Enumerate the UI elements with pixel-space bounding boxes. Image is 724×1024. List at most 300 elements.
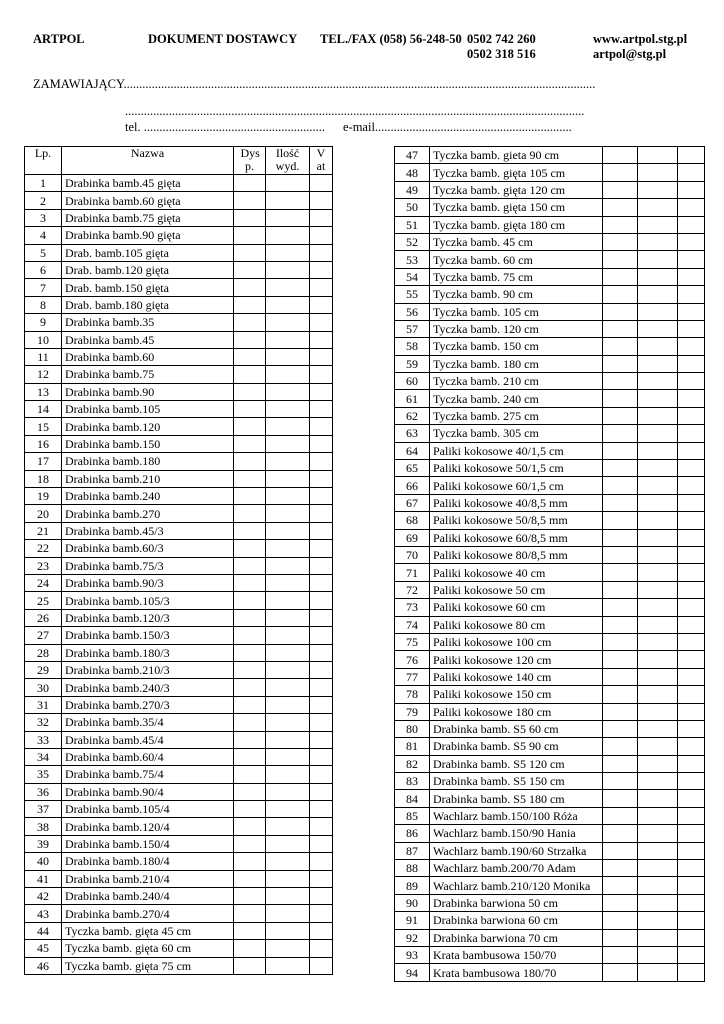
disp-cell[interactable] <box>234 714 266 731</box>
vat-cell[interactable] <box>678 755 705 772</box>
row-number: 17 <box>25 453 62 470</box>
disp-cell[interactable] <box>603 199 638 216</box>
disp-cell[interactable] <box>603 929 638 946</box>
qty-cell[interactable] <box>638 286 678 303</box>
disp-cell[interactable] <box>603 494 638 511</box>
vat-cell[interactable] <box>310 296 333 313</box>
qty-cell[interactable] <box>266 453 310 470</box>
disp-cell[interactable] <box>234 470 266 487</box>
vat-cell[interactable] <box>678 529 705 546</box>
vat-cell[interactable] <box>310 435 333 452</box>
qty-cell[interactable] <box>638 442 678 459</box>
qty-cell[interactable] <box>266 783 310 800</box>
qty-cell[interactable] <box>266 905 310 922</box>
vat-cell[interactable] <box>310 522 333 539</box>
qty-cell[interactable] <box>638 303 678 320</box>
vat-cell[interactable] <box>678 842 705 859</box>
vat-cell[interactable] <box>310 818 333 835</box>
qty-cell[interactable] <box>638 460 678 477</box>
vat-cell[interactable] <box>678 181 705 198</box>
disp-cell[interactable] <box>234 540 266 557</box>
vat-cell[interactable] <box>678 425 705 442</box>
table-row <box>25 592 333 609</box>
disp-cell[interactable] <box>603 633 638 650</box>
disp-cell[interactable] <box>603 964 638 981</box>
qty-cell[interactable] <box>638 894 678 911</box>
vat-cell[interactable] <box>310 679 333 696</box>
vat-cell[interactable] <box>678 912 705 929</box>
vat-cell[interactable] <box>310 922 333 939</box>
vat-cell[interactable] <box>678 686 705 703</box>
vat-cell[interactable] <box>678 633 705 650</box>
qty-cell[interactable] <box>266 227 310 244</box>
disp-cell[interactable] <box>234 348 266 365</box>
disp-cell[interactable] <box>603 442 638 459</box>
disp-cell[interactable] <box>234 244 266 261</box>
qty-cell[interactable] <box>638 946 678 963</box>
vat-cell[interactable] <box>310 401 333 418</box>
disp-cell[interactable] <box>234 661 266 678</box>
vat-cell[interactable] <box>678 703 705 720</box>
disp-cell[interactable] <box>234 922 266 939</box>
vat-cell[interactable] <box>678 738 705 755</box>
vat-cell[interactable] <box>310 366 333 383</box>
disp-cell[interactable] <box>603 686 638 703</box>
vat-cell[interactable] <box>310 505 333 522</box>
disp-cell[interactable] <box>603 894 638 911</box>
disp-cell[interactable] <box>234 940 266 957</box>
qty-cell[interactable] <box>638 825 678 842</box>
disp-cell[interactable] <box>234 401 266 418</box>
vat-cell[interactable] <box>310 540 333 557</box>
disp-cell[interactable] <box>234 574 266 591</box>
vat-cell[interactable] <box>310 801 333 818</box>
qty-cell[interactable] <box>266 957 310 974</box>
disp-cell[interactable] <box>234 905 266 922</box>
qty-cell[interactable] <box>638 860 678 877</box>
disp-cell[interactable] <box>234 366 266 383</box>
vat-cell[interactable] <box>678 964 705 981</box>
qty-cell[interactable] <box>266 296 310 313</box>
qty-cell[interactable] <box>266 870 310 887</box>
qty-cell[interactable] <box>638 494 678 511</box>
vat-cell[interactable] <box>310 731 333 748</box>
qty-cell[interactable] <box>266 940 310 957</box>
disp-cell[interactable] <box>603 860 638 877</box>
vat-cell[interactable] <box>678 616 705 633</box>
qty-cell[interactable] <box>266 557 310 574</box>
disp-cell[interactable] <box>234 453 266 470</box>
vat-cell[interactable] <box>678 477 705 494</box>
vat-cell[interactable] <box>310 383 333 400</box>
vat-cell[interactable] <box>678 773 705 790</box>
qty-cell[interactable] <box>638 842 678 859</box>
disp-cell[interactable] <box>603 181 638 198</box>
qty-cell[interactable] <box>266 279 310 296</box>
qty-cell[interactable] <box>266 435 310 452</box>
disp-cell[interactable] <box>234 279 266 296</box>
disp-cell[interactable] <box>603 738 638 755</box>
qty-cell[interactable] <box>638 807 678 824</box>
vat-cell[interactable] <box>310 888 333 905</box>
qty-cell[interactable] <box>266 331 310 348</box>
disp-cell[interactable] <box>234 488 266 505</box>
qty-cell[interactable] <box>638 651 678 668</box>
table-row <box>395 147 705 164</box>
qty-cell[interactable] <box>266 679 310 696</box>
disp-cell[interactable] <box>603 946 638 963</box>
disp-cell[interactable] <box>234 435 266 452</box>
vat-cell[interactable] <box>678 251 705 268</box>
qty-cell[interactable] <box>638 912 678 929</box>
vat-cell[interactable] <box>310 766 333 783</box>
vat-cell[interactable] <box>678 268 705 285</box>
disp-cell[interactable] <box>234 505 266 522</box>
vat-cell[interactable] <box>678 460 705 477</box>
disp-cell[interactable] <box>603 477 638 494</box>
qty-cell[interactable] <box>638 581 678 598</box>
qty-cell[interactable] <box>638 320 678 337</box>
disp-cell[interactable] <box>603 546 638 563</box>
disp-cell[interactable] <box>603 338 638 355</box>
vat-cell[interactable] <box>310 696 333 713</box>
disp-cell[interactable] <box>234 835 266 852</box>
qty-cell[interactable] <box>266 696 310 713</box>
disp-cell[interactable] <box>603 842 638 859</box>
vat-cell[interactable] <box>310 783 333 800</box>
qty-cell[interactable] <box>638 877 678 894</box>
disp-cell[interactable] <box>234 731 266 748</box>
vat-cell[interactable] <box>678 320 705 337</box>
qty-cell[interactable] <box>638 355 678 372</box>
disp-cell[interactable] <box>234 227 266 244</box>
qty-cell[interactable] <box>638 686 678 703</box>
vat-cell[interactable] <box>678 338 705 355</box>
disp-cell[interactable] <box>603 564 638 581</box>
disp-cell[interactable] <box>234 522 266 539</box>
row-number: 89 <box>395 877 430 894</box>
qty-cell[interactable] <box>638 373 678 390</box>
vat-cell[interactable] <box>678 894 705 911</box>
qty-cell[interactable] <box>638 233 678 250</box>
vat-cell[interactable] <box>678 929 705 946</box>
qty-cell[interactable] <box>638 512 678 529</box>
disp-cell[interactable] <box>603 512 638 529</box>
vat-cell[interactable] <box>310 853 333 870</box>
vat-cell[interactable] <box>310 905 333 922</box>
vat-cell[interactable] <box>678 546 705 563</box>
vat-cell[interactable] <box>310 609 333 626</box>
qty-cell[interactable] <box>638 216 678 233</box>
vat-cell[interactable] <box>310 453 333 470</box>
disp-cell[interactable] <box>603 286 638 303</box>
qty-cell[interactable] <box>266 574 310 591</box>
vat-cell[interactable] <box>310 279 333 296</box>
table-row <box>395 355 705 372</box>
qty-cell[interactable] <box>638 425 678 442</box>
disp-cell[interactable] <box>603 320 638 337</box>
disp-cell[interactable] <box>603 877 638 894</box>
disp-cell[interactable] <box>603 912 638 929</box>
disp-cell[interactable] <box>603 233 638 250</box>
disp-cell[interactable] <box>234 557 266 574</box>
disp-cell[interactable] <box>234 296 266 313</box>
qty-cell[interactable] <box>266 522 310 539</box>
disp-cell[interactable] <box>603 216 638 233</box>
disp-cell[interactable] <box>234 383 266 400</box>
qty-cell[interactable] <box>266 244 310 261</box>
qty-cell[interactable] <box>638 529 678 546</box>
vat-cell[interactable] <box>678 373 705 390</box>
qty-cell[interactable] <box>638 268 678 285</box>
disp-cell[interactable] <box>234 853 266 870</box>
qty-cell[interactable] <box>266 488 310 505</box>
product-name: Drabinka bamb.270/3 <box>62 696 234 713</box>
vat-cell[interactable] <box>310 314 333 331</box>
vat-cell[interactable] <box>678 407 705 424</box>
disp-cell[interactable] <box>603 755 638 772</box>
vat-cell[interactable] <box>310 192 333 209</box>
qty-cell[interactable] <box>638 546 678 563</box>
qty-cell[interactable] <box>638 199 678 216</box>
table-row <box>395 181 705 198</box>
disp-cell[interactable] <box>603 303 638 320</box>
disp-cell[interactable] <box>603 825 638 842</box>
qty-cell[interactable] <box>266 366 310 383</box>
vat-cell[interactable] <box>310 835 333 852</box>
qty-cell[interactable] <box>266 853 310 870</box>
qty-cell[interactable] <box>266 418 310 435</box>
qty-cell[interactable] <box>638 773 678 790</box>
disp-cell[interactable] <box>603 460 638 477</box>
qty-cell[interactable] <box>638 181 678 198</box>
qty-cell[interactable] <box>266 922 310 939</box>
table-row <box>25 279 333 296</box>
disp-cell[interactable] <box>234 801 266 818</box>
disp-cell[interactable] <box>234 696 266 713</box>
qty-cell[interactable] <box>638 599 678 616</box>
vat-cell[interactable] <box>678 303 705 320</box>
product-name: Drabinka bamb. S5 180 cm <box>430 790 603 807</box>
row-number: 80 <box>395 720 430 737</box>
disp-cell[interactable] <box>234 888 266 905</box>
vat-cell[interactable] <box>310 870 333 887</box>
disp-cell[interactable] <box>234 644 266 661</box>
disp-cell[interactable] <box>234 609 266 626</box>
product-name: Drabinka bamb.60/4 <box>62 748 234 765</box>
row-number: 58 <box>395 338 430 355</box>
disp-cell[interactable] <box>603 581 638 598</box>
disp-cell[interactable] <box>603 407 638 424</box>
disp-cell[interactable] <box>603 616 638 633</box>
qty-cell[interactable] <box>266 314 310 331</box>
disp-cell[interactable] <box>234 331 266 348</box>
vat-cell[interactable] <box>310 470 333 487</box>
qty-cell[interactable] <box>638 338 678 355</box>
disp-cell[interactable] <box>234 209 266 226</box>
vat-cell[interactable] <box>310 644 333 661</box>
qty-cell[interactable] <box>638 564 678 581</box>
vat-cell[interactable] <box>310 348 333 365</box>
qty-cell[interactable] <box>266 731 310 748</box>
qty-cell[interactable] <box>266 627 310 644</box>
vat-cell[interactable] <box>310 714 333 731</box>
vat-cell[interactable] <box>678 599 705 616</box>
qty-cell[interactable] <box>266 609 310 626</box>
vat-cell[interactable] <box>310 574 333 591</box>
disp-cell[interactable] <box>603 651 638 668</box>
disp-cell[interactable] <box>603 425 638 442</box>
qty-cell[interactable] <box>266 592 310 609</box>
vat-cell[interactable] <box>678 355 705 372</box>
vat-cell[interactable] <box>678 860 705 877</box>
disp-cell[interactable] <box>603 251 638 268</box>
disp-cell[interactable] <box>234 627 266 644</box>
disp-cell[interactable] <box>234 418 266 435</box>
vat-cell[interactable] <box>678 564 705 581</box>
qty-cell[interactable] <box>266 348 310 365</box>
vat-cell[interactable] <box>678 946 705 963</box>
qty-cell[interactable] <box>266 748 310 765</box>
qty-cell[interactable] <box>638 929 678 946</box>
disp-cell[interactable] <box>234 679 266 696</box>
vat-cell[interactable] <box>678 512 705 529</box>
disp-cell[interactable] <box>234 818 266 835</box>
vat-cell[interactable] <box>310 557 333 574</box>
disp-cell[interactable] <box>603 529 638 546</box>
qty-cell[interactable] <box>266 818 310 835</box>
table-row <box>395 807 705 824</box>
qty-cell[interactable] <box>266 644 310 661</box>
vat-cell[interactable] <box>678 877 705 894</box>
qty-cell[interactable] <box>638 477 678 494</box>
qty-cell[interactable] <box>266 383 310 400</box>
disp-cell[interactable] <box>603 355 638 372</box>
qty-cell[interactable] <box>266 801 310 818</box>
qty-cell[interactable] <box>266 661 310 678</box>
qty-cell[interactable] <box>266 714 310 731</box>
vat-cell[interactable] <box>678 233 705 250</box>
qty-cell[interactable] <box>638 755 678 772</box>
table-row <box>395 842 705 859</box>
vat-cell[interactable] <box>310 957 333 974</box>
disp-cell[interactable] <box>234 766 266 783</box>
vat-cell[interactable] <box>678 147 705 164</box>
qty-cell[interactable] <box>638 720 678 737</box>
disp-cell[interactable] <box>234 957 266 974</box>
qty-cell[interactable] <box>638 668 678 685</box>
vat-cell[interactable] <box>310 227 333 244</box>
disp-cell[interactable] <box>234 175 266 192</box>
disp-cell[interactable] <box>234 783 266 800</box>
qty-cell[interactable] <box>638 703 678 720</box>
vat-cell[interactable] <box>310 627 333 644</box>
disp-cell[interactable] <box>603 147 638 164</box>
disp-cell[interactable] <box>603 807 638 824</box>
disp-cell[interactable] <box>603 668 638 685</box>
vat-cell[interactable] <box>678 651 705 668</box>
qty-cell[interactable] <box>266 835 310 852</box>
qty-cell[interactable] <box>638 147 678 164</box>
disp-cell[interactable] <box>603 599 638 616</box>
vat-cell[interactable] <box>678 164 705 181</box>
disp-cell[interactable] <box>234 592 266 609</box>
qty-cell[interactable] <box>266 209 310 226</box>
qty-cell[interactable] <box>638 633 678 650</box>
qty-cell[interactable] <box>266 401 310 418</box>
qty-cell[interactable] <box>638 738 678 755</box>
vat-cell[interactable] <box>310 940 333 957</box>
vat-cell[interactable] <box>678 581 705 598</box>
vat-cell[interactable] <box>310 261 333 278</box>
disp-cell[interactable] <box>234 192 266 209</box>
vat-cell[interactable] <box>678 720 705 737</box>
disp-cell[interactable] <box>603 773 638 790</box>
qty-cell[interactable] <box>638 407 678 424</box>
disp-cell[interactable] <box>603 373 638 390</box>
vat-cell[interactable] <box>310 244 333 261</box>
qty-cell[interactable] <box>638 964 678 981</box>
qty-cell[interactable] <box>266 888 310 905</box>
vat-cell[interactable] <box>678 199 705 216</box>
disp-cell[interactable] <box>234 748 266 765</box>
vat-cell[interactable] <box>678 668 705 685</box>
qty-cell[interactable] <box>266 261 310 278</box>
qty-cell[interactable] <box>638 616 678 633</box>
vat-cell[interactable] <box>310 175 333 192</box>
qty-cell[interactable] <box>266 192 310 209</box>
table-row <box>395 912 705 929</box>
qty-cell[interactable] <box>266 766 310 783</box>
disp-cell[interactable] <box>603 790 638 807</box>
vat-cell[interactable] <box>310 488 333 505</box>
vat-cell[interactable] <box>310 209 333 226</box>
vat-cell[interactable] <box>678 825 705 842</box>
table-row <box>395 964 705 981</box>
vat-cell[interactable] <box>678 442 705 459</box>
vat-cell[interactable] <box>678 286 705 303</box>
disp-cell[interactable] <box>234 261 266 278</box>
qty-cell[interactable] <box>638 390 678 407</box>
disp-cell[interactable] <box>603 720 638 737</box>
qty-cell[interactable] <box>266 540 310 557</box>
disp-cell[interactable] <box>603 390 638 407</box>
disp-cell[interactable] <box>603 164 638 181</box>
disp-cell[interactable] <box>234 870 266 887</box>
vat-cell[interactable] <box>678 216 705 233</box>
qty-cell[interactable] <box>266 505 310 522</box>
qty-cell[interactable] <box>266 175 310 192</box>
vat-cell[interactable] <box>678 494 705 511</box>
product-name: Drabinka bamb.45 gięta <box>62 175 234 192</box>
vat-cell[interactable] <box>678 790 705 807</box>
vat-cell[interactable] <box>310 661 333 678</box>
vat-cell[interactable] <box>678 390 705 407</box>
disp-cell[interactable] <box>603 268 638 285</box>
vat-cell[interactable] <box>310 331 333 348</box>
qty-cell[interactable] <box>638 251 678 268</box>
row-number: 66 <box>395 477 430 494</box>
qty-cell[interactable] <box>266 470 310 487</box>
vat-cell[interactable] <box>310 592 333 609</box>
vat-cell[interactable] <box>310 748 333 765</box>
qty-cell[interactable] <box>638 790 678 807</box>
vat-cell[interactable] <box>310 418 333 435</box>
disp-cell[interactable] <box>234 314 266 331</box>
disp-cell[interactable] <box>603 703 638 720</box>
vat-cell[interactable] <box>678 807 705 824</box>
qty-cell[interactable] <box>638 164 678 181</box>
